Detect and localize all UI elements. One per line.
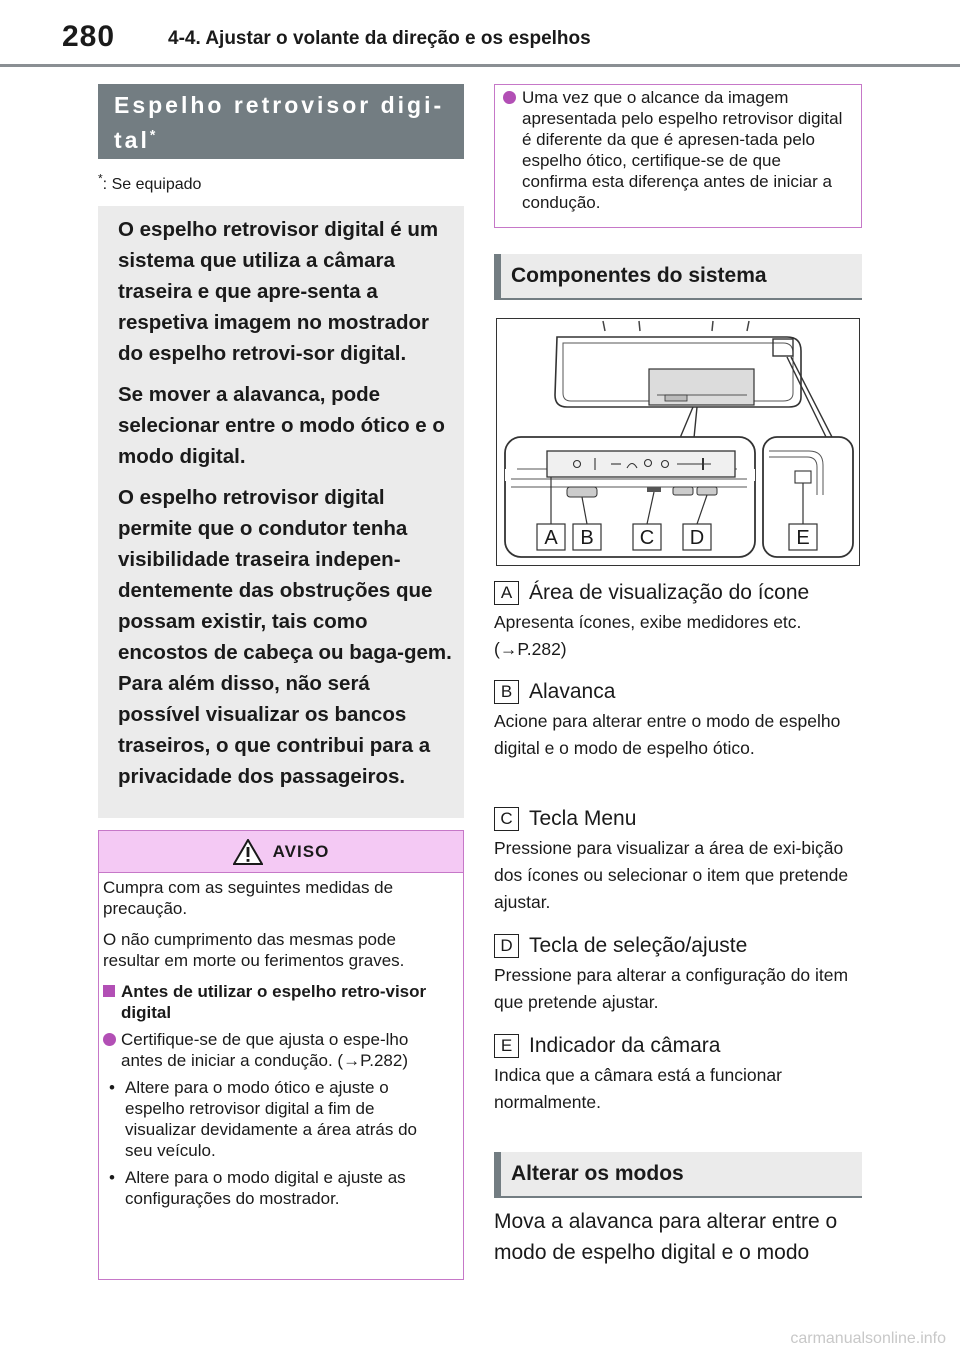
warning-triangle-icon [233,839,263,865]
warning-header [99,831,463,873]
warning-subheading: Antes de utilizar o espelho retro-visor digital [103,981,445,1023]
component-title: Área de visualização do ícone [529,581,810,604]
warning-text: O não cumprimento das mesmas pode resultar em morte ou ferimentos graves. [103,930,405,970]
figure-label-e: E [796,527,810,549]
component-item [494,807,864,916]
warning-box [98,830,464,1280]
figure-label-b: B [580,527,594,549]
figure-label-d: D [689,527,705,549]
footnote: *: Se equipado [98,171,202,193]
modes-heading: Alterar os modos [494,1152,862,1198]
square-bullet-icon [103,985,115,997]
mirror-illustration [497,319,858,564]
warning-text: Cumpra com as seguintes medidas de precaução. [103,878,394,918]
warning-check: Certifique-se de que ajusta o espe-lho antes de iniciar a condução. (→P.282) [103,1029,445,1071]
component-desc: Pressione para alterar a configuração do item que pretende ajustar. [494,965,849,1012]
section-title-line1: Espelho retrovisor digi- [114,92,445,118]
watermark: carmanualsonline.info [790,1330,946,1347]
header-rule [0,64,960,67]
component-item [494,1034,864,1116]
component-letter: C [494,807,519,831]
mirror-diagram [496,318,860,566]
component-letter: B [494,680,519,704]
warning-title: AVISO [272,841,330,861]
circle-bullet-icon [503,91,516,104]
footnote-marker: * [149,126,156,143]
section-title-digital-mirror [98,84,464,159]
warning-bullet: • Altere para o modo digital e ajuste as configurações do mostrador. [109,1168,406,1208]
component-title: Tecla de seleção/ajuste [529,934,748,957]
component-item [494,934,864,1016]
intro-paragraph: Se mover a alavanca, pode selecionar entre o modo ótico e o modo digital. [118,383,445,468]
component-letter: D [494,934,519,958]
component-item [494,680,864,762]
modes-text: Mova a alavanca para alterar entre o modo de espelho digital e o modo [494,1210,838,1264]
intro-box [98,206,464,818]
component-title: Alavanca [529,680,616,703]
figure-label-a: A [544,527,558,549]
components-heading: Componentes do sistema [494,254,862,300]
page-number: 280 [62,20,116,53]
figure-label-c: C [639,527,655,549]
component-letter: A [494,581,519,605]
intro-paragraph: O espelho retrovisor digital permite que o condutor tenha visibilidade traseira indepen-dentemente das obstruções que possam existir, tais como encostos de cabeça ou baga-gem. Para além disso, não será possível visualizar os bancos traseiros, o que contribui para a privacidade dos passageiros. [118,486,452,788]
warning-bullet: • Altere para o modo ótico e ajuste o espelho retrovisor digital a fim de visualizar devidamente a área atrás do seu veículo. [109,1078,417,1160]
component-desc: Apresenta ícones, exibe medidores etc. (→P.282) [494,612,802,659]
circle-bullet-icon [103,1033,116,1046]
component-letter: E [494,1034,519,1058]
component-item [494,581,864,663]
component-title: Indicador da câmara [529,1034,721,1057]
section-title-line2: tal [114,127,150,153]
component-desc: Acione para alterar entre o modo de espelho digital e o modo de espelho ótico. [494,711,841,758]
note-text: Uma vez que o alcance da imagem apresentada pelo espelho retrovisor digital é diferente da que é apresen-tada pelo espelho ótico, certifique-se de que confirma esta diferença antes de iniciar a condução. [522,88,843,212]
component-desc: Pressione para visualizar a área de exi-bição dos ícones ou selecionar o item que pretende ajustar. [494,838,849,912]
chapter-title: 4-4. Ajustar o volante da direção e os espelhos [168,28,591,49]
note-box [494,84,862,228]
component-desc: Indica que a câmara está a funcionar normalmente. [494,1065,782,1112]
component-title: Tecla Menu [529,807,637,830]
intro-paragraph: O espelho retrovisor digital é um sistema que utiliza a câmara traseira e que apre-senta a respetiva imagem no mostrador do espelho retrovi-sor digital. [118,218,439,365]
